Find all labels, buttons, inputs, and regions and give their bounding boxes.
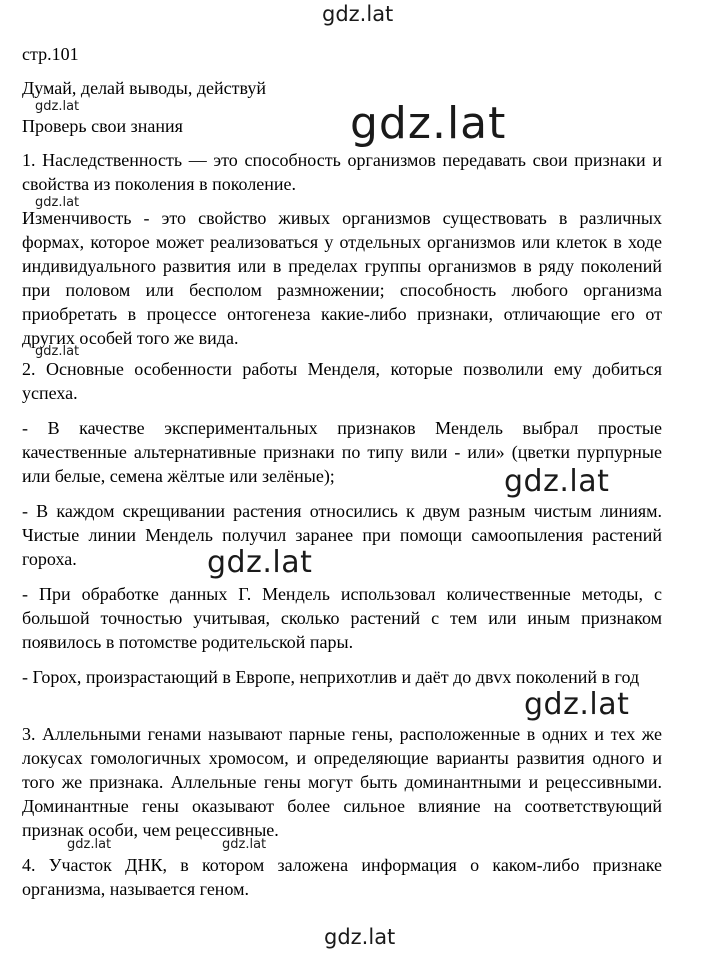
- paragraph-pea: - Горох, произрастающий в Европе, неприхотлив и даёт до двvх поколений в год: [22, 667, 640, 687]
- paragraph-mendel-traits: - В качестве экспериментальных признаков Мендель выбрал простые качественные альтернативные признаки по типу вили - или» (цветки пурпурные или белые, семена жёлтые или зелёные);: [22, 418, 662, 486]
- watermark-small: gdz.lat: [35, 99, 80, 114]
- watermark-small: gdz.lat: [35, 195, 80, 210]
- paragraph-gene: 4. Участок ДНК, в котором заложена информация о каком-либо признаке организма, называется геном.: [22, 855, 662, 899]
- watermark-large: gdz.lat: [350, 98, 507, 149]
- watermark-bottom: gdz.lat: [324, 925, 396, 949]
- paragraph-mendel-pure-lines: - В каждом скрещивании растения относились к двум разным чистым линиям. Чистые линии Мендель получил заранее при помощи самоопыления растений гороха.: [22, 501, 662, 569]
- watermark-medium: gdz.lat: [504, 464, 610, 499]
- watermark-top: gdz.lat: [322, 2, 394, 26]
- paragraph-variability: Изменчивость - это свойство живых организмов существовать в различных формах, которое может реализоваться у отдельных организмов или клеток в ходе индивидуального развития или в пределах группы организмов в ряду поколений при половом или бесполом размножении; способность любого организма приобретать в процессе онтогенеза какие-либо признаки, отличающие его от других особей того же вида.: [22, 208, 662, 348]
- watermark-small: gdz.lat: [67, 837, 112, 852]
- paragraph-alleles: 3. Аллельными генами называют парные гены, расположенные в одних и тех же локусах гомологичных хромосом, и определяющие варианты развития одного и того же признака. Аллельные гены могут быть доминантными и рецессивными. Доминантные гены оказывают более сильное влияние на соответствующий признак особи, чем рецессивные.: [22, 724, 662, 840]
- subsection-title: Проверь свои знания: [22, 116, 183, 136]
- paragraph-heredity: 1. Наследственность — это способность организмов передавать свои признаки и свойства из поколения в поколение.: [22, 150, 662, 194]
- watermark-small: gdz.lat: [35, 344, 80, 359]
- watermark-medium: gdz.lat: [207, 545, 313, 580]
- section-title: Думай, делай выводы, действуй: [22, 78, 267, 98]
- page-reference: стр.101: [22, 44, 79, 64]
- paragraph-mendel-quantitative: - При обработке данных Г. Мендель использовал количественные методы, с большой точностью учитывая, сколько растений с тем или иным признаком появилось в потомстве родительской пары.: [22, 584, 662, 652]
- paragraph-mendel-intro: 2. Основные особенности работы Менделя, которые позволили ему добиться успеха.: [22, 359, 662, 403]
- watermark-medium: gdz.lat: [524, 687, 630, 722]
- watermark-small: gdz.lat: [222, 837, 267, 852]
